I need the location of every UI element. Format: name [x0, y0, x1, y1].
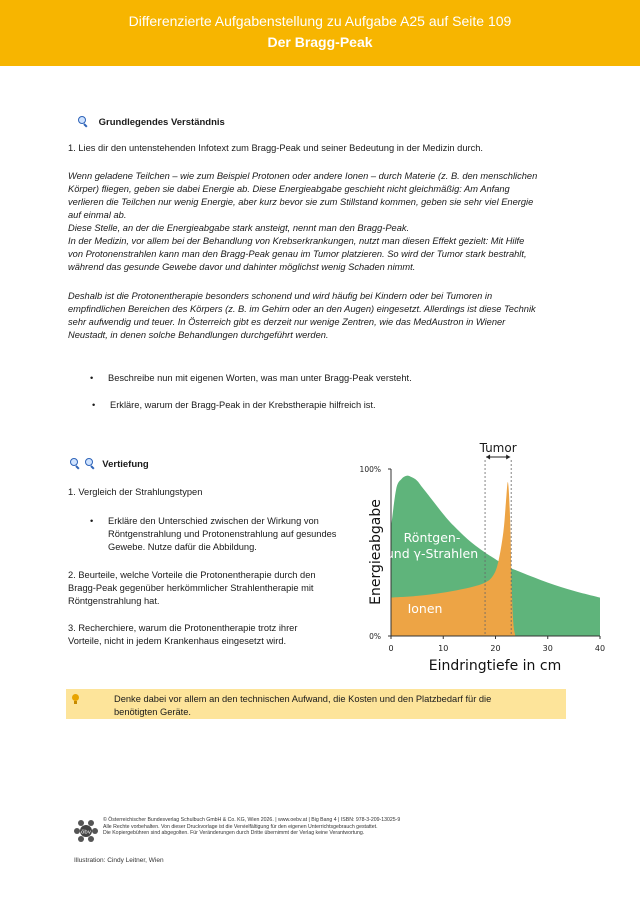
y-axis-label: Energieabgabe	[368, 499, 384, 605]
x-axis-label: Eindringtiefe in cm	[428, 658, 562, 674]
x-tick-label: 30	[542, 644, 553, 653]
hint-box	[66, 689, 566, 719]
series-label-ionen: Ionen	[407, 601, 443, 616]
hint-text: benötigten Geräte.	[114, 707, 192, 717]
series-label-roentgen: und γ-Strahlen	[385, 546, 479, 561]
hint-text: Denke dabei vor allem an den technischen Aufwand, die Kosten und den Platzbedarf für die	[114, 694, 492, 704]
tumor-label: Tumor	[479, 441, 517, 455]
series-label-roentgen: Röntgen-	[403, 530, 461, 545]
magnifier-icon	[85, 458, 95, 468]
task-3-text: 3. Recherchiere, warum die Protonentherapie trotz ihrer Vorteile, nicht in jedem Krankenhaus eingesetzt wird.	[68, 623, 298, 646]
task-2-text: 2. Beurteile, welche Vorteile die Protonentherapie durch den Bragg-Peak gegenüber herkömmlicher Strahlentherapie mit Röntgenstrahlung hat.	[68, 570, 316, 606]
lightbulb-icon	[72, 694, 79, 701]
task-1-text: 1. Lies dir den untenstehenden Infotext zum Bragg-Peak und seiner Bedeutung in der Medizin durch.	[68, 143, 484, 153]
info-text-1: Wenn geladene Teilchen – wie zum Beispiel Protonen oder andere Ionen – durch Materie (z. B. den menschlichen Körper) fliegen, geben sie dabei Energie ab. Diese Energieabgabe geschieht nicht gleichmäßig: Am Anfang verlieren die Teilchen nur wenig Energie, aber kurz bevor sie zum Stillstand kommen, geben sie sehr viel Energie auf einmal ab. Diese Stelle, an der die Energieabgabe stark ansteigt, nennt man den Bragg-Peak. In der Medizin, vor allem bei der Behandlung von Krebserkrankungen, nutzt man diesen Effekt gezielt: Mit Hilfe von Protonenstrahlen kann man den Bragg-Peak genau im Tumor platzieren. So wird der Tumor stark bestrahlt, während das gesunde Gewebe davor und dahinter möglichst wenig Schaden nimmt.	[68, 171, 538, 272]
arrow-head-right	[506, 455, 510, 460]
bullet-item: • Beschreibe nun mit eigenen Worten, was man unter Bragg-Peak versteht.	[108, 372, 412, 385]
chart-plot-area	[360, 441, 606, 674]
x-tick-label: 10	[438, 644, 449, 653]
header-banner	[0, 0, 640, 66]
page-title: Differenzierte Aufgabenstellung zu Aufgabe A25 auf Seite 109	[128, 13, 512, 29]
logo-text: öbv	[80, 829, 92, 836]
bullet-item: • Erkläre den Unterschied zwischen der Wirkung von Röntgenstrahlung und Protonenstrahlung auf gesundes Gewebe. Nutze dafür die Abbildung.	[108, 515, 358, 554]
copyright-footer: © Österreichischer Bundesverlag Schulbuch GmbH & Co. KG, Wien 2026. | www.oebv.at | Big Bang 4 | ISBN: 978-3-209-13025-9 Alle Rechte vorbehalten. Von dieser Druckvorlage ist die Vervielfältigung für den eigenen Unterrichtsgebrauch gestattet. Die Kopiergebühren sind abgegolten. Für Veränderungen durch Dritte übernimmt der Verlag keine Verantwortung.	[103, 817, 401, 837]
oebv-logo	[73, 818, 99, 846]
page-subtitle: Der Bragg-Peak	[267, 34, 373, 50]
section-heading-basics: Grundlegendes Verständnis	[78, 116, 225, 128]
bragg-peak-chart	[359, 438, 612, 678]
x-tick-label: 40	[594, 644, 606, 653]
x-tick-label: 0	[388, 644, 394, 653]
arrow-head-left	[486, 455, 490, 460]
x-tick-label: 20	[490, 644, 501, 653]
bullet-item: • Erkläre, warum der Bragg-Peak in der Krebstherapie hilfreich ist.	[110, 399, 376, 412]
task-compare-text: 1. Vergleich der Strahlungstypen	[68, 487, 203, 497]
section-heading-advanced: Vertiefung	[70, 458, 149, 470]
y-tick-label: 0%	[369, 632, 381, 641]
info-text-2: Deshalb ist die Protonentherapie besonders schonend und wird häufig bei Kindern oder bei Tumoren in empfindlichen Bereichen des Körpers (z. B. im Gehirn oder an den Augen) eingesetzt. Allerdings ist diese Technik sehr aufwendig und teuer. In Österreich gibt es derzeit nur wenige Zentren, wie das MedAustron in Wiener Neustadt, in denen solche Behandlungen durchgeführt werden.	[68, 291, 536, 340]
illustration-credit: Illustration: Cindy Leitner, Wien	[74, 857, 164, 864]
y-tick-label: 100%	[359, 465, 381, 474]
magnifier-icon	[78, 116, 88, 126]
magnifier-icon	[70, 458, 80, 468]
